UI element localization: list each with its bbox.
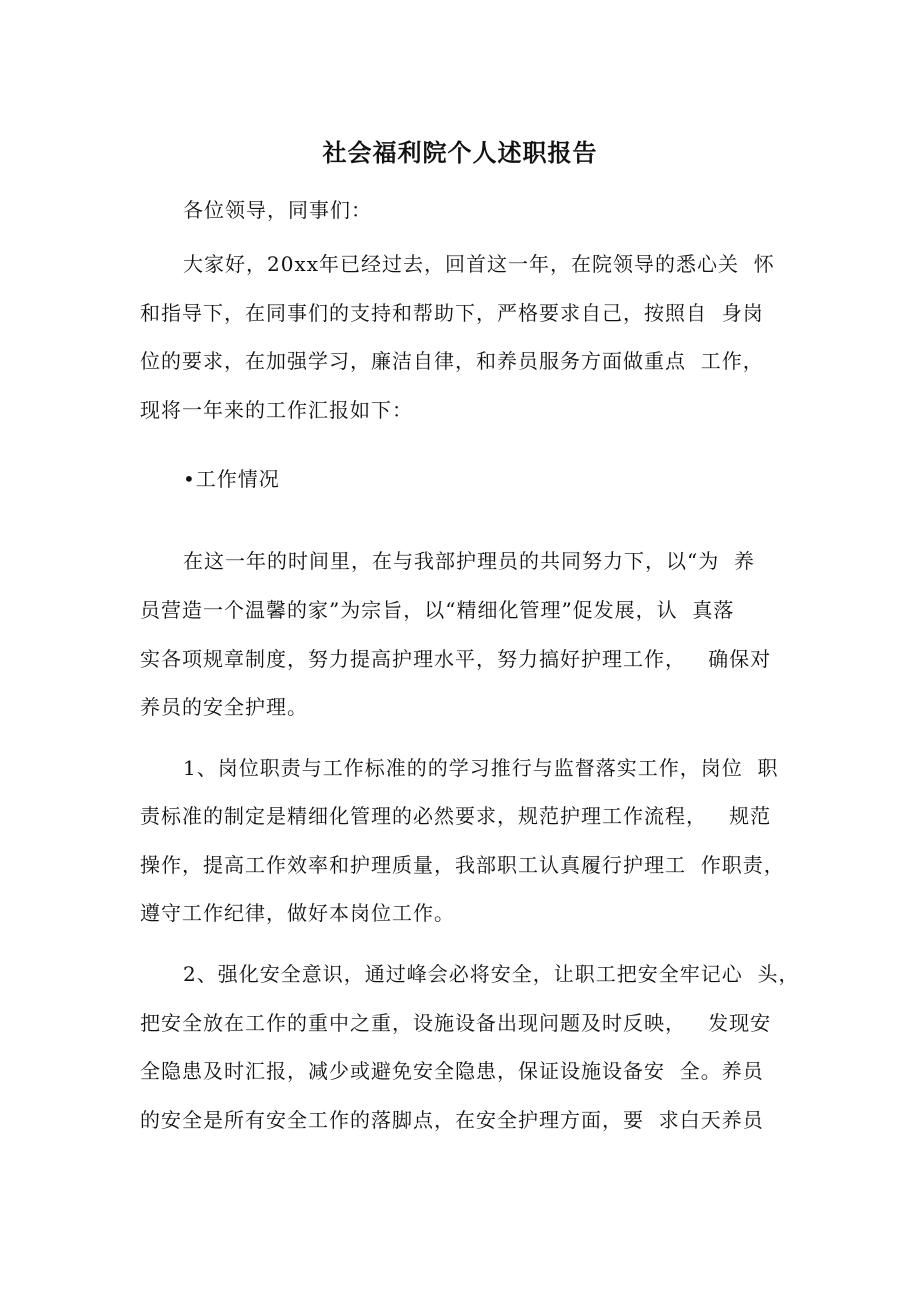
para1-line-1: 在这一年的时间里，在与我部护理员的共同努力下，以“为 养 [183,549,755,573]
para3-line-2: 把安全放在工作的重中之重，设施设备出现问题及时反映， 发现安 [140,1011,772,1035]
intro-line-2: 和指导下，在同事们的支持和帮助下，严格要求自己，按照自 身岗 [140,301,764,325]
para3-line-4: 的安全是所有安全工作的落脚点，在安全护理方面，要 求白天养员 [140,1108,764,1132]
para2-line-2: 责标准的制定是精细化管理的必然要求，规范护理工作流程， 规范 [140,804,772,828]
greeting: 各位领导，同事们： [183,198,372,222]
para2-line-3: 操作，提高工作效率和护理质量，我部职工认真履行护理工 作职责， [140,853,785,877]
intro-line-1: 大家好，20xx年已经过去，回首这一年，在院领导的悉心关 怀 [183,252,775,276]
para3-line-3: 全隐患及时汇报，减少或避免安全隐患，保证设施设备安 全。养员 [140,1059,764,1083]
para1-line-2: 员营造一个温馨的家”为宗旨，以“精细化管理”促发展，认 真落 [140,598,735,622]
para2-line-1: 1、岗位职责与工作标准的的学习推行与监督落实工作，岗位 职 [183,756,779,780]
para1-line-3: 实各项规章制度，努力提高护理水平，努力搞好护理工作， 确保对 [140,647,772,671]
intro-line-4: 现将一年来的工作汇报如下： [140,398,413,422]
document-title: 社会福利院个人述职报告 [322,138,598,167]
intro-line-3: 位的要求，在加强学习，廉洁自律，和养员服务方面做重点 工作， [140,349,764,373]
para2-line-4: 遵守工作纪律，做好本岗位工作。 [140,901,455,925]
para1-line-4: 养员的安全护理。 [140,695,308,719]
section-heading: •工作情况 [183,467,280,491]
para3-line-1: 2、强化安全意识，通过峰会必将安全，让职工把安全牢记心 头， [183,962,800,986]
